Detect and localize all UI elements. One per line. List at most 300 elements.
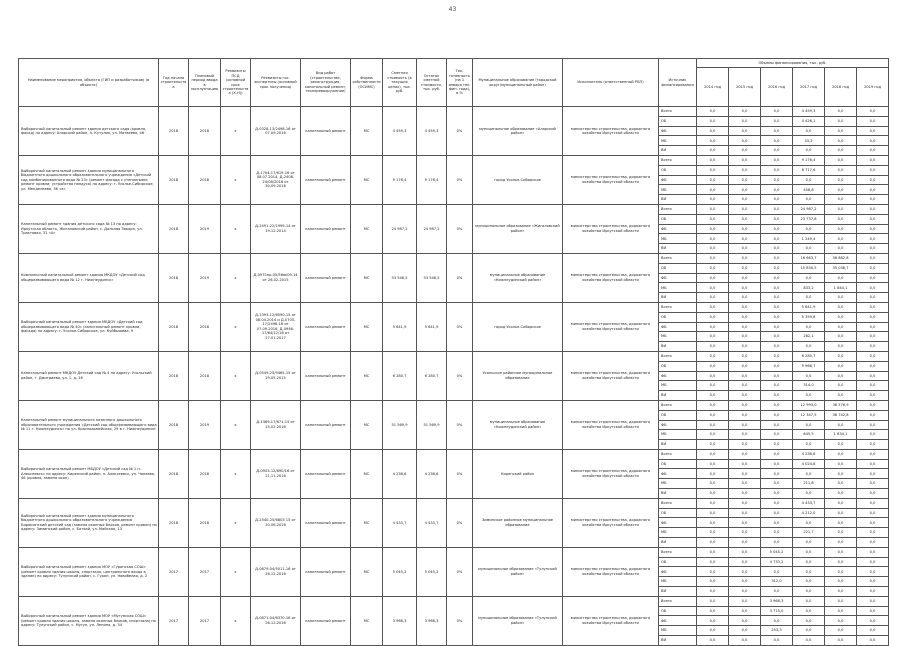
funding-source-cell: ФБ xyxy=(659,469,697,479)
funding-value-cell: 0,0 xyxy=(729,636,761,646)
psd-cell: х xyxy=(221,351,251,400)
remaining-cell: 5 641,9 xyxy=(417,302,447,351)
start-year-cell: 2018 xyxy=(159,449,189,498)
expertise-cell: Д-0879-04/5011-16 от 26.12.2016 xyxy=(251,547,301,596)
funding-value-cell: 253,3 xyxy=(761,626,793,636)
funding-value-cell: 0,0 xyxy=(793,469,825,479)
funding-source-cell: МБ xyxy=(659,136,697,146)
funding-value-cell: 0,0 xyxy=(825,185,857,195)
funding-value-cell: 0,0 xyxy=(697,293,729,303)
object-cell: Комплексный капитальный ремонт здания МКДОУ «Детский сад общеразвивающего вида № 12 г. Нижнеудинск» xyxy=(19,253,159,302)
cost-cell: 3 968,3 xyxy=(383,596,417,645)
funding-value-cell: 0,0 xyxy=(857,136,889,146)
funding-value-cell: 0,0 xyxy=(857,332,889,342)
municipality-cell: муниципальное образование «Тулунский район» xyxy=(473,596,563,645)
funding-source-cell: Всего xyxy=(659,547,697,557)
executor-cell: министерство строительства, дорожного хозяйства Иркутской области xyxy=(563,596,659,645)
funding-value-cell: 0,0 xyxy=(857,459,889,469)
funding-value-cell: 0,0 xyxy=(793,224,825,234)
ownership-cell: МС xyxy=(351,155,383,204)
funding-source-cell: ФБ xyxy=(659,175,697,185)
funding-value-cell: 0,0 xyxy=(729,518,761,528)
table-row xyxy=(19,596,889,606)
expertise-cell: Д-1369-17/871-15 от 15.02.2016 xyxy=(251,400,301,449)
funding-value-cell: 0,0 xyxy=(761,253,793,263)
start-year-cell: 2017 xyxy=(159,596,189,645)
funding-value-cell: 0,0 xyxy=(793,547,825,557)
readiness-cell: 0% xyxy=(447,253,473,302)
funding-source-cell: ФБ xyxy=(659,567,697,577)
funding-value-cell: 0,0 xyxy=(793,342,825,352)
funding-source-cell: ОБ xyxy=(659,361,697,371)
funding-value-cell: 0,0 xyxy=(825,587,857,597)
funding-source-cell: МБ xyxy=(659,234,697,244)
start-year-cell: 2018 xyxy=(159,498,189,547)
funding-value-cell: 0,0 xyxy=(825,577,857,587)
funding-value-cell: 0,0 xyxy=(761,332,793,342)
executor-cell: министерство строительства, дорожного хозяйства Иркутской области xyxy=(563,107,659,156)
readiness-cell: 0% xyxy=(447,107,473,156)
funding-value-cell: 0,0 xyxy=(729,234,761,244)
funding-value-cell: 0,0 xyxy=(761,293,793,303)
funding-value-cell: 0,0 xyxy=(761,107,793,117)
funding-value-cell: 38 576,9 xyxy=(825,400,857,410)
funding-value-cell: 0,0 xyxy=(761,440,793,450)
header-work-type: Вид работ (строительство, реконструкция, капитальный ремонт, техперевооружение) xyxy=(301,59,351,107)
funding-source-cell: МБ xyxy=(659,381,697,391)
object-cell: Выборочный капитальный ремонт здания МОУ «Мугунская СОШ» (ремонт кровли здания школы, замена оконных блоков, спортзала) по адресу: Тулунский район, с. Мугун, ул. Ленина, д. 34 xyxy=(19,596,159,645)
funding-value-cell: 0,0 xyxy=(729,449,761,459)
executor-cell: министерство строительства, дорожного хозяйства Иркутской области xyxy=(563,204,659,253)
funding-value-cell: 0,0 xyxy=(697,449,729,459)
funding-source-cell: ФБ xyxy=(659,273,697,283)
funding-value-cell: 0,0 xyxy=(729,587,761,597)
funding-value-cell: 0,0 xyxy=(697,214,729,224)
funding-value-cell: 0,0 xyxy=(825,175,857,185)
funding-source-cell: ОБ xyxy=(659,459,697,469)
funding-source-cell: МБ xyxy=(659,626,697,636)
start-year-cell: 2018 xyxy=(159,351,189,400)
funding-value-cell: 0,0 xyxy=(857,469,889,479)
funding-source-cell: ОБ xyxy=(659,508,697,518)
funding-value-cell: 0,0 xyxy=(793,538,825,548)
funding-value-cell: 0,0 xyxy=(825,204,857,214)
header-start-year: Год начала строительства xyxy=(159,59,189,107)
funding-value-cell: 0,0 xyxy=(857,116,889,126)
funding-source-cell: МБ xyxy=(659,528,697,538)
funding-value-cell: 0,0 xyxy=(825,498,857,508)
funding-value-cell: 12 347,5 xyxy=(793,410,825,420)
funding-value-cell: 0,0 xyxy=(729,293,761,303)
funding-value-cell: 5 641,9 xyxy=(793,302,825,312)
header-row-top xyxy=(19,59,889,68)
funding-value-cell: 0,0 xyxy=(729,155,761,165)
funding-value-cell: 5 045,2 xyxy=(761,547,793,557)
funding-value-cell: 0,0 xyxy=(825,440,857,450)
funding-source-cell: ВИ xyxy=(659,293,697,303)
funding-value-cell: 0,0 xyxy=(697,508,729,518)
funding-value-cell: 0,0 xyxy=(729,224,761,234)
funding-value-cell: 0,0 xyxy=(729,596,761,606)
funding-value-cell: 0,0 xyxy=(729,381,761,391)
funding-source-cell: ФБ xyxy=(659,616,697,626)
funding-source-cell: ФБ xyxy=(659,420,697,430)
funding-value-cell: 0,0 xyxy=(761,155,793,165)
funding-value-cell: 0,0 xyxy=(857,185,889,195)
funding-value-cell: 0,0 xyxy=(761,204,793,214)
remaining-cell: 9 176,4 xyxy=(417,155,447,204)
funding-value-cell: 0,0 xyxy=(697,263,729,273)
funding-value-cell: 0,0 xyxy=(697,420,729,430)
funding-value-cell: 0,0 xyxy=(697,391,729,401)
funding-value-cell: 0,0 xyxy=(761,508,793,518)
funding-value-cell: 0,0 xyxy=(825,136,857,146)
cost-cell: 4 236,6 xyxy=(383,449,417,498)
funding-value-cell: 0,0 xyxy=(857,263,889,273)
header-object: Наименование мероприятия, объекта (ГИП и разработчиков) (в объекте) xyxy=(19,59,159,107)
work-type-cell: капитальный ремонт xyxy=(301,302,351,351)
funding-value-cell: 23 737,8 xyxy=(793,214,825,224)
expertise-cell: Д-0871-04/6370-16 от 26.12.2016 xyxy=(251,596,301,645)
funding-source-cell: Всего xyxy=(659,351,697,361)
funding-value-cell: 0,0 xyxy=(793,440,825,450)
object-cell: Выборочный капитальный ремонт здания детского сада (кровля, фасад) по адресу: Аларский район, п. Кутулик, ул. Матвеева, 46 xyxy=(19,107,159,156)
funding-value-cell: 0,0 xyxy=(761,616,793,626)
funding-value-cell: 0,0 xyxy=(857,126,889,136)
funding-value-cell: 0,0 xyxy=(761,361,793,371)
funding-value-cell: 0,0 xyxy=(697,361,729,371)
funding-value-cell: 36 882,8 xyxy=(825,253,857,263)
funding-value-cell: 0,0 xyxy=(793,567,825,577)
funding-value-cell: 0,0 xyxy=(857,587,889,597)
ownership-cell: МС xyxy=(351,253,383,302)
funding-value-cell: 6 280,7 xyxy=(793,351,825,361)
funding-value-cell: 0,0 xyxy=(697,577,729,587)
psd-cell: х xyxy=(221,155,251,204)
funding-value-cell: 0,0 xyxy=(697,469,729,479)
ownership-cell: МС xyxy=(351,596,383,645)
funding-value-cell: 0,0 xyxy=(729,283,761,293)
funding-value-cell: 0,0 xyxy=(825,195,857,205)
funding-value-cell: 0,0 xyxy=(729,440,761,450)
readiness-cell: 0% xyxy=(447,351,473,400)
readiness-cell: 0% xyxy=(447,596,473,645)
funding-value-cell: 0,0 xyxy=(825,293,857,303)
funding-value-cell: 3 968,3 xyxy=(761,596,793,606)
table-row xyxy=(19,498,889,508)
funding-source-cell: ОБ xyxy=(659,214,697,224)
funding-value-cell: 0,0 xyxy=(857,302,889,312)
funding-value-cell: 0,0 xyxy=(697,547,729,557)
funding-value-cell: 0,0 xyxy=(729,528,761,538)
funding-value-cell: 0,0 xyxy=(857,312,889,322)
object-cell: Выборочный капитальный ремонт здания МБДОУ «Детский сад общеразвивающего вида № 40» (капитальный ремонт кровли, фасада) по адресу: г. Усолье-Сибирское, ул. Куйбышева, 9 xyxy=(19,302,159,351)
funding-value-cell: 0,0 xyxy=(857,508,889,518)
funding-value-cell: 0,0 xyxy=(697,459,729,469)
funding-source-cell: ОБ xyxy=(659,263,697,273)
funding-value-cell: 0,0 xyxy=(825,528,857,538)
psd-cell: х xyxy=(221,400,251,449)
funding-value-cell: 0,0 xyxy=(697,636,729,646)
funding-value-cell: 0,0 xyxy=(857,322,889,332)
funding-value-cell: 0,0 xyxy=(793,606,825,616)
funding-value-cell: 0,0 xyxy=(857,381,889,391)
funding-source-cell: Всего xyxy=(659,449,697,459)
funding-value-cell: 3 715,0 xyxy=(761,606,793,616)
funding-value-cell: 0,0 xyxy=(793,322,825,332)
funding-value-cell: 0,0 xyxy=(825,420,857,430)
executor-cell: министерство строительства, дорожного хозяйства Иркутской области xyxy=(563,351,659,400)
funding-value-cell: 0,0 xyxy=(857,361,889,371)
funding-value-cell: 645,5 xyxy=(793,430,825,440)
funding-value-cell: 0,0 xyxy=(697,234,729,244)
funding-value-cell: 0,0 xyxy=(825,636,857,646)
header-year: 2018 год xyxy=(825,68,857,107)
funding-value-cell: 0,0 xyxy=(761,322,793,332)
funding-value-cell: 0,0 xyxy=(761,146,793,156)
funding-value-cell: 0,0 xyxy=(825,391,857,401)
funding-value-cell: 0,0 xyxy=(793,420,825,430)
funding-value-cell: 0,0 xyxy=(825,312,857,322)
funding-value-cell: 0,0 xyxy=(729,400,761,410)
funding-source-cell: ФБ xyxy=(659,518,697,528)
header-municipality: Муниципальное образование (городской округ/муниципальный район) xyxy=(473,59,563,107)
funding-value-cell: 4 212,0 xyxy=(793,508,825,518)
funding-value-cell: 0,0 xyxy=(697,322,729,332)
funding-source-cell: Всего xyxy=(659,498,697,508)
funding-value-cell: 0,0 xyxy=(761,498,793,508)
end-year-cell: 2018 xyxy=(189,302,221,351)
cost-cell: 5 641,9 xyxy=(383,302,417,351)
funding-value-cell: 0,0 xyxy=(697,155,729,165)
funding-value-cell: 0,0 xyxy=(729,430,761,440)
ownership-cell: МС xyxy=(351,449,383,498)
funding-value-cell: 0,0 xyxy=(697,107,729,117)
funding-value-cell: 0,0 xyxy=(857,626,889,636)
funding-value-cell: 0,0 xyxy=(857,293,889,303)
funding-value-cell: 35 038,7 xyxy=(825,263,857,273)
funding-value-cell: 0,0 xyxy=(857,430,889,440)
readiness-cell: 0% xyxy=(447,547,473,596)
psd-cell: х xyxy=(221,302,251,351)
funding-value-cell: 0,0 xyxy=(793,636,825,646)
funding-value-cell: 0,0 xyxy=(761,420,793,430)
funding-value-cell: 0,0 xyxy=(729,126,761,136)
funding-value-cell: 0,0 xyxy=(697,498,729,508)
funding-value-cell: 0,0 xyxy=(857,547,889,557)
funding-value-cell: 0,0 xyxy=(761,567,793,577)
header-year: 2019 год xyxy=(857,68,889,107)
funding-value-cell: 0,0 xyxy=(761,479,793,489)
funding-value-cell: 0,0 xyxy=(729,538,761,548)
cost-cell: 4 433,7 xyxy=(383,498,417,547)
funding-source-cell: ОБ xyxy=(659,557,697,567)
object-cell: Капитальный ремонт здания детского сада № 13 по адресу: Иркутская область, Жигаловский район, с. Дальняя Закора, ул. Трактовая, 31 «А» xyxy=(19,204,159,253)
funding-value-cell: 0,0 xyxy=(825,273,857,283)
funding-value-cell: 0,0 xyxy=(825,146,857,156)
funding-value-cell: 0,0 xyxy=(857,234,889,244)
funding-source-cell: МБ xyxy=(659,430,697,440)
funding-value-cell: 0,0 xyxy=(825,538,857,548)
funding-value-cell: 0,0 xyxy=(761,430,793,440)
funding-value-cell: 0,0 xyxy=(761,489,793,499)
ownership-cell: МС xyxy=(351,302,383,351)
funding-value-cell: 0,0 xyxy=(793,596,825,606)
end-year-cell: 2018 xyxy=(189,107,221,156)
funding-value-cell: 0,0 xyxy=(761,302,793,312)
remaining-cell: 24 987,2 xyxy=(417,204,447,253)
funding-value-cell: 0,0 xyxy=(697,224,729,234)
funding-value-cell: 0,0 xyxy=(761,273,793,283)
work-type-cell: капитальный ремонт xyxy=(301,547,351,596)
funding-value-cell: 0,0 xyxy=(825,626,857,636)
funding-value-cell: 0,0 xyxy=(697,195,729,205)
funding-source-cell: ВИ xyxy=(659,440,697,450)
funding-value-cell: 0,0 xyxy=(761,234,793,244)
remaining-cell: 51 569,9 xyxy=(417,400,447,449)
funding-value-cell: 0,0 xyxy=(729,351,761,361)
funding-value-cell: 0,0 xyxy=(857,204,889,214)
funding-value-cell: 0,0 xyxy=(697,332,729,342)
funding-value-cell: 0,0 xyxy=(857,371,889,381)
funding-value-cell: 0,0 xyxy=(729,253,761,263)
funding-value-cell: 0,0 xyxy=(697,400,729,410)
work-type-cell: капитальный ремонт xyxy=(301,351,351,400)
funding-value-cell: 24 987,2 xyxy=(793,204,825,214)
remaining-cell: 4 459,3 xyxy=(417,107,447,156)
readiness-cell: 0% xyxy=(447,498,473,547)
work-type-cell: капитальный ремонт xyxy=(301,498,351,547)
work-type-cell: капитальный ремонт xyxy=(301,596,351,645)
ownership-cell: МС xyxy=(351,107,383,156)
header-funding-source: Источник финансирования xyxy=(659,59,697,107)
funding-value-cell: 0,0 xyxy=(857,410,889,420)
funding-value-cell: 0,0 xyxy=(697,273,729,283)
funding-value-cell: 0,0 xyxy=(697,175,729,185)
municipality-cell: город Усолье-Сибирское xyxy=(473,155,563,204)
funding-value-cell: 0,0 xyxy=(729,342,761,352)
funding-value-cell: 0,0 xyxy=(761,636,793,646)
header-remaining: Остаток сметной стоимости, тыс. руб. xyxy=(417,59,447,107)
funding-value-cell: 0,0 xyxy=(825,361,857,371)
funding-value-cell: 0,0 xyxy=(793,489,825,499)
funding-value-cell: 0,0 xyxy=(697,351,729,361)
executor-cell: министерство строительства, дорожного хозяйства Иркутской области xyxy=(563,253,659,302)
funding-value-cell: 0,0 xyxy=(761,165,793,175)
funding-source-cell: Всего xyxy=(659,302,697,312)
funding-value-cell: 0,0 xyxy=(857,273,889,283)
funding-value-cell: 0,0 xyxy=(697,410,729,420)
funding-value-cell: 0,0 xyxy=(697,244,729,254)
funding-source-cell: МБ xyxy=(659,577,697,587)
funding-value-cell: 0,0 xyxy=(729,322,761,332)
start-year-cell: 2018 xyxy=(159,155,189,204)
funding-value-cell: 0,0 xyxy=(729,606,761,616)
end-year-cell: 2017 xyxy=(189,547,221,596)
ownership-cell: МС xyxy=(351,400,383,449)
cost-cell: 9 176,4 xyxy=(383,155,417,204)
funding-value-cell: 0,0 xyxy=(761,459,793,469)
funding-value-cell: 0,0 xyxy=(825,224,857,234)
executor-cell: министерство строительства, дорожного хозяйства Иркутской области xyxy=(563,400,659,449)
funding-value-cell: 0,0 xyxy=(729,371,761,381)
ownership-cell: МС xyxy=(351,547,383,596)
header-year: 2015 год xyxy=(729,68,761,107)
funding-value-cell: 0,0 xyxy=(729,547,761,557)
funding-value-cell: 0,0 xyxy=(793,371,825,381)
funding-value-cell: 4 733,2 xyxy=(761,557,793,567)
funding-value-cell: 0,0 xyxy=(729,577,761,587)
funding-value-cell: 0,0 xyxy=(825,155,857,165)
funding-value-cell: 0,0 xyxy=(825,322,857,332)
funding-value-cell: 0,0 xyxy=(825,371,857,381)
funding-value-cell: 0,0 xyxy=(761,351,793,361)
funding-value-cell: 0,0 xyxy=(729,361,761,371)
funding-source-cell: МБ xyxy=(659,283,697,293)
funding-value-cell: 0,0 xyxy=(857,195,889,205)
funding-source-cell: ОБ xyxy=(659,116,697,126)
funding-value-cell: 0,0 xyxy=(857,155,889,165)
funding-source-cell: Всего xyxy=(659,204,697,214)
funding-table xyxy=(18,58,889,646)
start-year-cell: 2018 xyxy=(159,204,189,253)
remaining-cell: 5 045,2 xyxy=(417,547,447,596)
funding-value-cell: 0,0 xyxy=(825,234,857,244)
expertise-cell: Д-0975пр-05/56ю/09.14 от 26.02.2015 xyxy=(251,253,301,302)
start-year-cell: 2018 xyxy=(159,302,189,351)
funding-value-cell: 0,0 xyxy=(857,400,889,410)
object-cell: Выборочный капитальный ремонт здания МОУ «Гуранская СОШ» (ремонт кровли здания школы, спортзала, центрального входа в здание) по адресу: Тулунский район, с. Гуран, ул. Новобелая, д. 2 xyxy=(19,547,159,596)
funding-value-cell: 0,0 xyxy=(825,342,857,352)
header-psd: Реквизиты ПСД (основной срок строительства (Х-Н)) xyxy=(221,59,251,107)
funding-value-cell: 5 359,8 xyxy=(793,312,825,322)
funding-value-cell: 0,0 xyxy=(793,587,825,597)
municipality-cell: Киренский район xyxy=(473,449,563,498)
header-year: 2016 год xyxy=(761,68,793,107)
funding-value-cell: 0,0 xyxy=(761,410,793,420)
funding-source-cell: ОБ xyxy=(659,606,697,616)
funding-value-cell: 0,0 xyxy=(825,116,857,126)
funding-source-cell: ВИ xyxy=(659,244,697,254)
funding-value-cell: 0,0 xyxy=(697,136,729,146)
end-year-cell: 2018 xyxy=(189,155,221,204)
funding-value-cell: 0,0 xyxy=(793,244,825,254)
remaining-cell: 53 546,5 xyxy=(417,253,447,302)
funding-value-cell: 0,0 xyxy=(825,165,857,175)
funding-value-cell: 0,0 xyxy=(729,195,761,205)
funding-value-cell: 0,0 xyxy=(793,557,825,567)
funding-value-cell: 282,1 xyxy=(793,332,825,342)
remaining-cell: 4 236,6 xyxy=(417,449,447,498)
funding-source-cell: ФБ xyxy=(659,322,697,332)
funding-value-cell: 0,0 xyxy=(857,596,889,606)
funding-value-cell: 0,0 xyxy=(729,332,761,342)
funding-value-cell: 0,0 xyxy=(697,342,729,352)
ownership-cell: МС xyxy=(351,498,383,547)
start-year-cell: 2018 xyxy=(159,253,189,302)
expertise-cell: Д-1393-12/6590-15 от 08.04.2014 и Д-0705-17/2498-16 от 07.09.2016, Д-0946-17/64/12/16 от 27.01.2017 xyxy=(251,302,301,351)
remaining-cell: 4 433,7 xyxy=(417,498,447,547)
funding-value-cell: 0,0 xyxy=(729,185,761,195)
funding-value-cell: 0,0 xyxy=(697,587,729,597)
expertise-cell: Д-0903-12/690/16 от 21.11.2016 xyxy=(251,449,301,498)
funding-value-cell: 0,0 xyxy=(761,381,793,391)
funding-source-cell: Всего xyxy=(659,155,697,165)
table-row xyxy=(19,400,889,410)
funding-value-cell: 0,0 xyxy=(857,214,889,224)
funding-value-cell: 0,0 xyxy=(697,185,729,195)
funding-value-cell: 4 433,7 xyxy=(793,498,825,508)
